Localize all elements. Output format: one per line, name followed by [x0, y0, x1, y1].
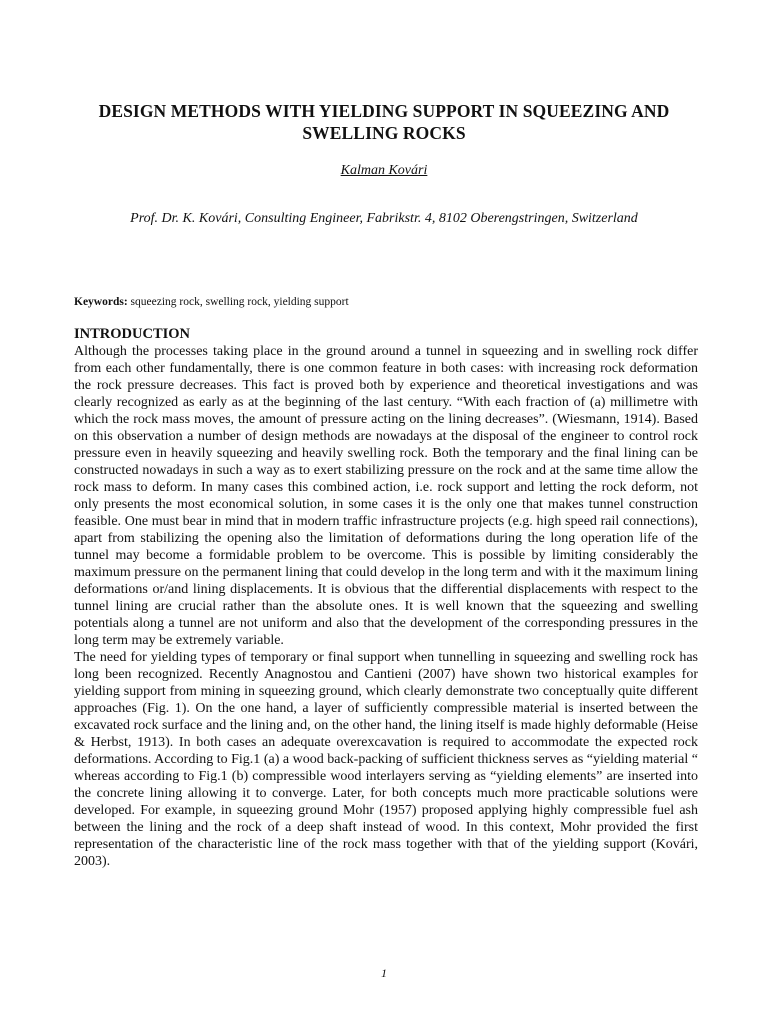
paper-title: DESIGN METHODS WITH YIELDING SUPPORT IN SQUEEZING AND SWELLING ROCKS	[98, 101, 670, 143]
paragraph-2: The need for yielding types of temporary or final support when tunnelling in squeezing and swelling rock has long been recognized. Recently Anagnostou and Cantieni (2007) have shown two historical examples for yielding support from mining in squeezing ground, which clearly demonstrate two conceptually quite different approaches (Fig. 1). On the one hand, a layer of sufficiently compressible material is inserted between the excavated rock surface and the lining and, on the other hand, the lining itself is made highly deformable (Heise & Herbst, 1913). In both cases an adequate overexcavation is required to accommodate the expected rock deformations. According to Fig.1 (a) a wood back-packing of sufficient thickness serves as “yielding material “ whereas according to Fig.1 (b) compressible wood interlayers serving as “yielding elements” are inserted into the concrete lining allowing it to converge. Later, for both concepts much more practicable solutions were developed. For example, in squeezing ground Mohr (1957) proposed applying highly compressible fuel ash between the lining and the rock of a deep shaft instead of wood. In this context, Mohr provided the first representation of the characteristic line of the rock mass together with that of the yielding support (Kovári, 2003).	[74, 650, 698, 869]
section-heading-introduction: INTRODUCTION	[74, 326, 191, 342]
paragraph-1: Although the processes taking place in the ground around a tunnel in squeezing and in swelling rock differ from each other fundamentally, there is one common feature in both cases: with increasing rock deformation the rock pressure decreases. This fact is proved both by experience and theoretical investigations and was clearly recognized as early as at the beginning of the last century. “With each fraction of (a) millimetre with which the rock mass moves, the amount of pressure acting on the lining decreases”. (Wiesmann, 1914). Based on this observation a number of design methods are nowadays at the disposal of the engineer to control rock pressure even in heavily squeezing and heavily swelling rock. Both the temporary and the final lining can be constructed nowadays in such a way as to exert stabilizing pressure on the rock and at the same time allow the rock mass to deform. In many cases this combined action, i.e. rock support and letting the rock deform, not only presents the most economical solution, in some cases it is the only one that makes tunnel construction feasible. One must bear in mind that in modern traffic infrastructure projects (e.g. high speed rail connections), apart from stabilizing the opening also the limitation of deformations during the long operation life of the tunnel may become a formidable problem to be overcome. This is possible by limiting considerably the maximum pressure on the permanent lining that could develop in the long term and with it the maximum lining deformations or/and lining displacements. It is obvious that the differential displacements with respect to the tunnel lining are crucial rather than the absolute ones. It is well known that the squeezing and swelling potentials along a tunnel are not uniform and also that the development of the corresponding pressures in the long term may be extremely variable.	[74, 344, 698, 648]
keywords-line	[74, 294, 349, 310]
author-name	[0, 162, 768, 180]
author-affiliation: Prof. Dr. K. Kovári, Consulting Engineer, Fabrikstr. 4, 8102 Oberengstringen, Switzerland	[130, 211, 638, 226]
author-name-text: Kalman Kovári	[340, 163, 428, 178]
body-text	[74, 325, 698, 870]
keywords-label: Keywords:	[74, 296, 128, 308]
page-number: 1	[381, 966, 387, 980]
keywords-list: squeezing rock, swelling rock, yielding support	[130, 296, 349, 308]
